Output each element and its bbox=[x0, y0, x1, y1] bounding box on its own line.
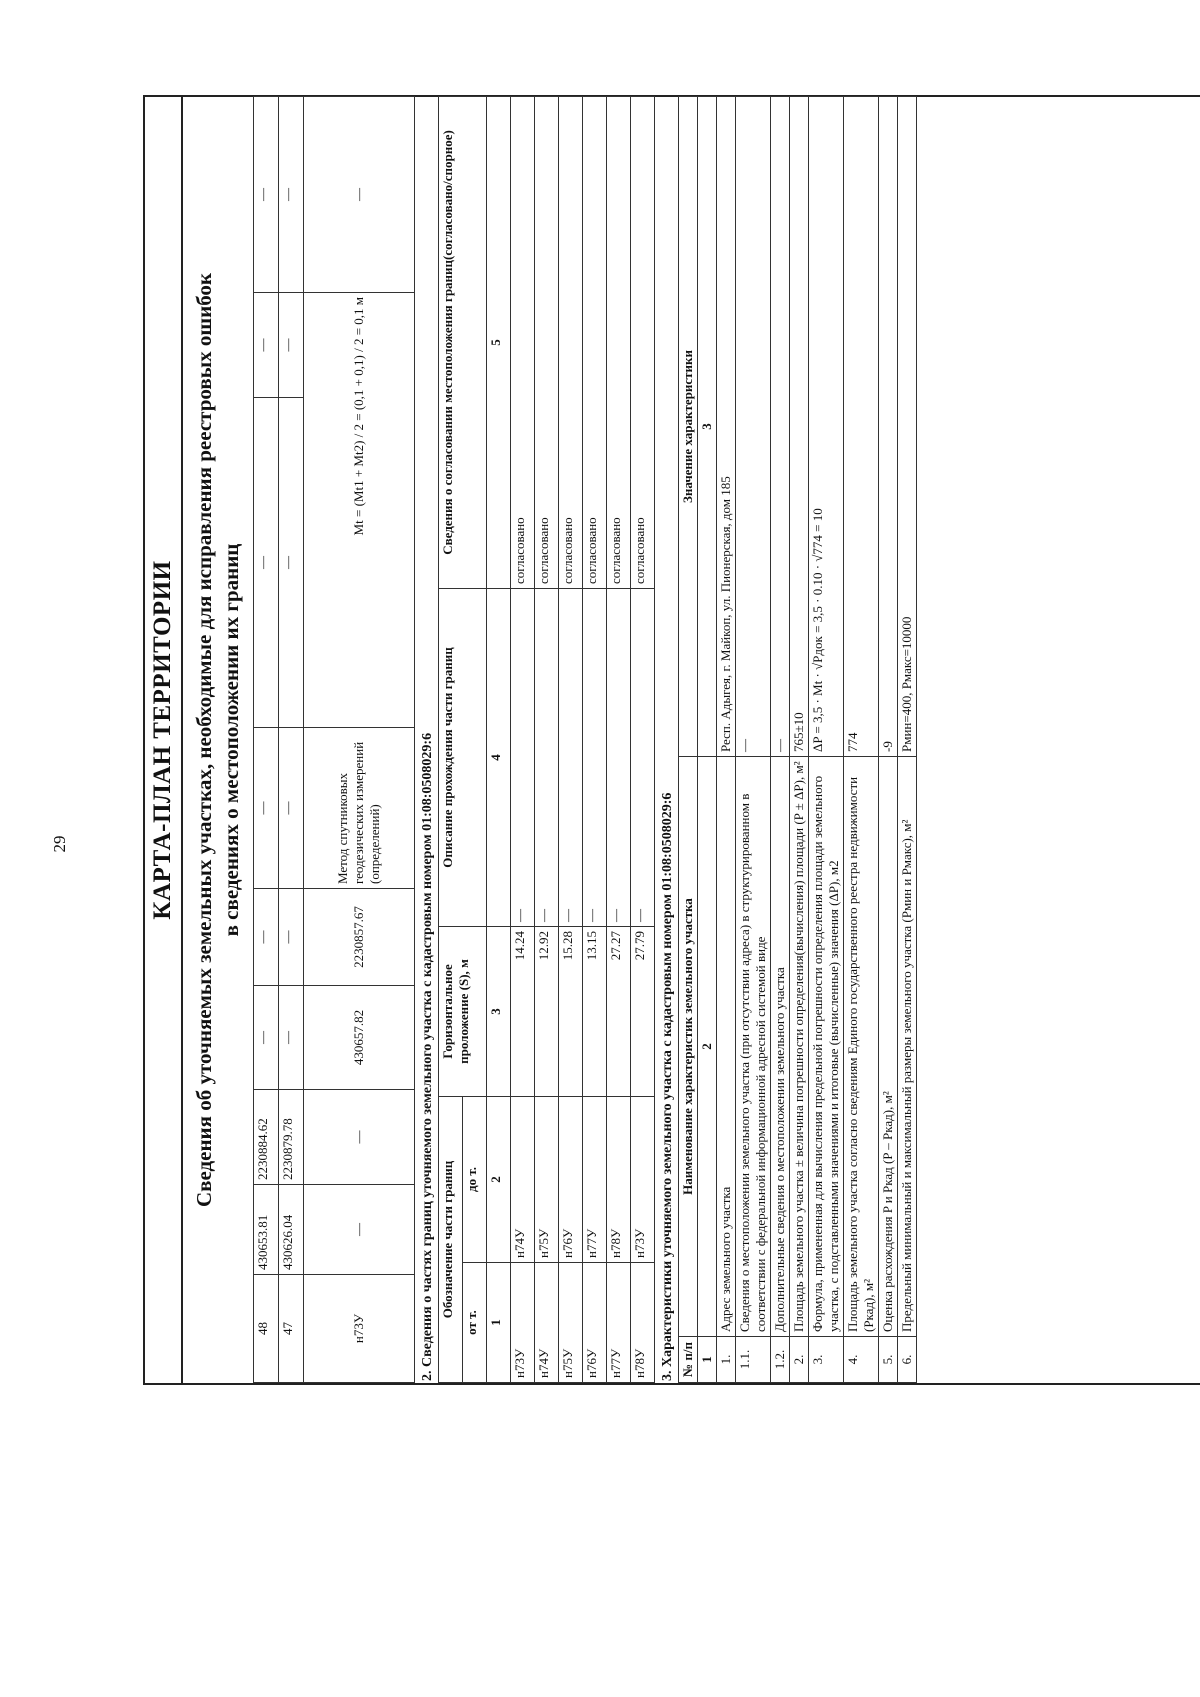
table-row: н73У н74У 14.24 — согласовано bbox=[511, 96, 535, 1382]
table-row: 3. Формула, примененная для вычисления предельной погрешности определения площади земельного участка, с подставленными значениями и итоговые (вычисленные) значения (ΔP), м2 ΔP = 3,5 · Mt · √Pдок = 3,5 · 0.10 · √774 = 10 bbox=[809, 97, 844, 1383]
table-header-row: Обозначение части границ Горизонтальное проложение (S), м Описание прохождения части границ Сведения о согласовании местоположения границ(согласовано/спорное) bbox=[439, 96, 463, 1382]
page-number: 29 bbox=[50, 835, 69, 853]
table-row: н75У н76У 15.28 — согласовано bbox=[559, 96, 583, 1382]
table-row: н74У н75У 12.92 — согласовано bbox=[535, 96, 559, 1382]
table-row: 48 430653.81 2230884.62 — — — — — — bbox=[254, 97, 279, 1383]
table-row: 1. Адрес земельного участка Респ. Адыгея, г. Майкоп, ул. Пионерская, дом 185 bbox=[717, 97, 736, 1383]
table-number-row: 1 2 3 bbox=[698, 97, 717, 1383]
table-row: 4. Площадь земельного участка согласно сведениям Единого государственного реестра недвижимости (Pкад), м² 774 bbox=[844, 97, 879, 1383]
table-row: 2. Площадь земельного участка ± величина погрешности определения(вычисления) площади (P ± ΔP), м² 765±10 bbox=[790, 97, 809, 1383]
section2-heading: 2. Сведения о частях границ уточняемого земельного участка с кадастровым номером 01:08:0508029:6 bbox=[420, 732, 435, 1381]
table-row: 1.2. Дополнительные сведения о местоположении земельного участка — bbox=[771, 97, 790, 1383]
table-row: 6. Предельный минимальный и максимальный размеры земельного участка (Pмин и Pмакс), м² Pмин=400, Pмакс=10000 bbox=[898, 97, 917, 1383]
table-row: н76У н77У 13.15 — согласовано bbox=[583, 96, 607, 1382]
table-header-row: от т. до т. bbox=[463, 96, 487, 1382]
table-header-row: № п/п Наименование характеристик земельного участка Значение характеристики bbox=[679, 97, 698, 1383]
boundary-parts-table bbox=[438, 96, 655, 1383]
rotated-page-content bbox=[143, 95, 1200, 1385]
table-row: н78У н73У 27.79 — согласовано bbox=[631, 96, 655, 1382]
document-subtitle: Сведения об уточняемых земельных участках, необходимые для исправления реестровых ошибок в сведениях о местоположении их границ bbox=[192, 272, 243, 1208]
coordinates-table bbox=[253, 96, 415, 1383]
document-title: КАРТА-ПЛАН ТЕРРИТОРИИ bbox=[145, 97, 183, 1383]
table-row: 47 430626.04 2230879.78 — — — — — — bbox=[279, 97, 304, 1383]
section3-heading: 3. Характеристики уточняемого земельного участка с кадастровым номером 01:08:0508029:6 bbox=[660, 792, 675, 1381]
table-number-row: 1 2 3 4 5 bbox=[487, 96, 511, 1382]
table-row: н77У н78У 27.27 — согласовано bbox=[607, 96, 631, 1382]
characteristics-table bbox=[678, 96, 917, 1383]
table-row: 1.1. Сведения о местоположении земельного участка (при отсутствии адреса) в структурированном в соответствии с федеральной информационной адресной системой виде — bbox=[736, 97, 771, 1383]
table-row: н73У — — 430657.82 2230857.67 Метод спутниковых геодезических измерений (определений) Mt = (Mt1 + Mt2) / 2 = (0,1 + 0,1) / 2 = 0,1 м — bbox=[304, 97, 415, 1383]
table-row: 5. Оценка расхождения P и Pкад (P – Pкад), м² -9 bbox=[879, 97, 898, 1383]
document-frame bbox=[143, 95, 1200, 1385]
